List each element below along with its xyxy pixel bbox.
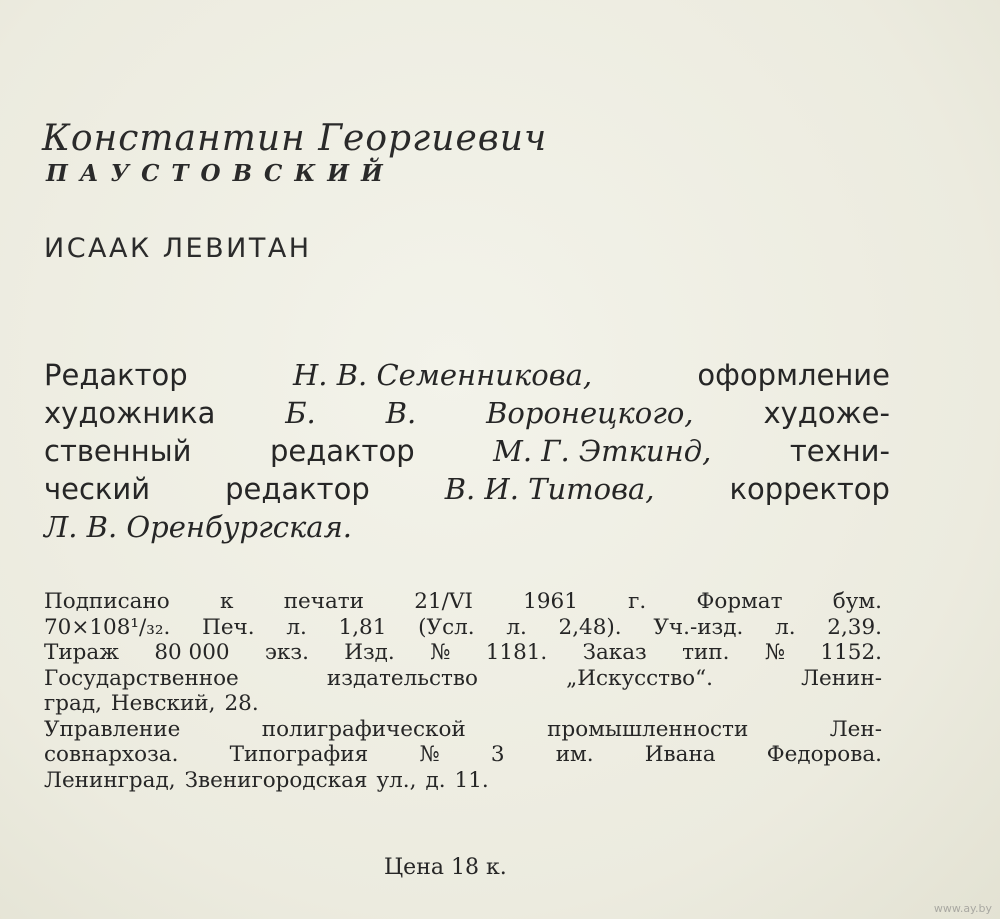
credits-line [44,470,890,508]
credits-word: редактор [225,472,370,506]
imprint-word: 2,48). [558,614,622,640]
imprint-word: л. [775,614,796,640]
designer-initial: Б. [285,396,316,430]
imprint-word: Печ. [202,614,255,640]
imprint-word: л. [286,614,307,640]
credits-line [44,508,890,546]
imprint-word: № [764,640,786,665]
imprint-word: Уч.-изд. [653,614,744,640]
imprint-word: г. [628,589,647,614]
imprint-word: полиграфической [261,716,466,742]
imprint-word: Управление [44,716,181,742]
editor-name: Н. В. Семенникова, [293,358,593,392]
imprint-word: 1961 [523,589,578,614]
imprint-word: Заказ [582,640,647,665]
imprint-word: Ленинград, [44,767,176,793]
imprint-word: промышленности [547,716,749,742]
credits-line [44,356,890,394]
imprint-word: 3 [490,742,505,767]
imprint-word: Федорова. [766,742,882,767]
credits-word: ческий [44,472,151,506]
imprint-word: Подписано [44,589,170,614]
imprint-word: „Искусство“. [566,665,713,691]
imprint-word: Типография [229,742,369,767]
credits-word: редактор [269,434,415,468]
author-first-name: Константин Георгиевич [42,118,548,159]
imprint-block [44,589,882,793]
imprint-line [44,640,882,666]
imprint-word: печати [283,589,365,614]
imprint-line [44,768,882,794]
credits-word: оформление [697,358,890,392]
imprint-word: 1181. [485,640,548,665]
imprint-word: 21/VI [414,589,473,614]
imprint-word: 1152. [820,640,882,665]
imprint-word: град, [44,691,102,716]
imprint-line [44,666,882,692]
imprint-word: 28. [224,691,259,716]
imprint-word: 80 000 [154,640,230,665]
imprint-word: (Усл. [418,614,475,640]
credits-line [44,432,890,470]
imprint-word: 11. [454,767,489,793]
imprint-word: Ивана [644,742,716,767]
imprint-word: Невский, [110,691,216,716]
imprint-word: им. [555,742,594,767]
credits-word: техни- [789,434,890,468]
credits-block [44,356,890,546]
credits-word: ственный [44,434,192,468]
credits-word: художника [44,396,216,430]
imprint-word: № [430,640,451,665]
designer-initial: В. [385,396,417,430]
imprint-word: Ленин- [801,665,882,691]
credits-word: художе- [763,396,890,430]
imprint-word: 1,81 [338,614,387,640]
imprint-line [44,742,882,768]
art-editor-name: М. Г. Эткинд, [493,434,712,468]
designer-name: Воронецкого, [486,396,694,430]
imprint-word: тип. [682,640,730,665]
proofreader-name: Л. В. Оренбургская. [44,510,352,544]
imprint-word: № [419,742,440,767]
book-title: ИСААК ЛЕВИТАН [44,233,312,264]
imprint-word: д. [425,767,446,793]
imprint-word: Изд. [344,640,395,665]
imprint-word: Тираж [44,640,120,665]
imprint-word: 70×108¹/₃₂. [44,614,171,640]
imprint-line [44,691,882,717]
imprint-word: бум. [832,589,882,614]
imprint-word: ул., [376,767,417,793]
imprint-line [44,717,882,743]
imprint-word: совнархоза. [44,742,179,767]
site-watermark: www.ay.by [933,902,992,915]
credits-word: Редактор [44,358,188,392]
imprint-word: экз. [264,640,309,665]
credits-line [44,394,890,432]
imprint-word: л. [506,614,527,640]
imprint-word: к [220,589,234,614]
imprint-word: Лен- [829,716,882,742]
author-surname: ПАУСТОВСКИЙ [46,160,395,187]
imprint-word: 2,39. [827,614,882,640]
imprint-line [44,615,882,641]
imprint-word: издательство [326,665,478,691]
imprint-word: Государственное [44,665,239,691]
imprint-line [44,589,882,615]
credits-word: корректор [729,472,890,506]
imprint-word: Формат [696,589,783,614]
tech-editor-name: В. И. Титова, [444,472,655,506]
imprint-word: Звенигородская [184,767,368,793]
price-label: Цена 18 к. [384,855,507,880]
